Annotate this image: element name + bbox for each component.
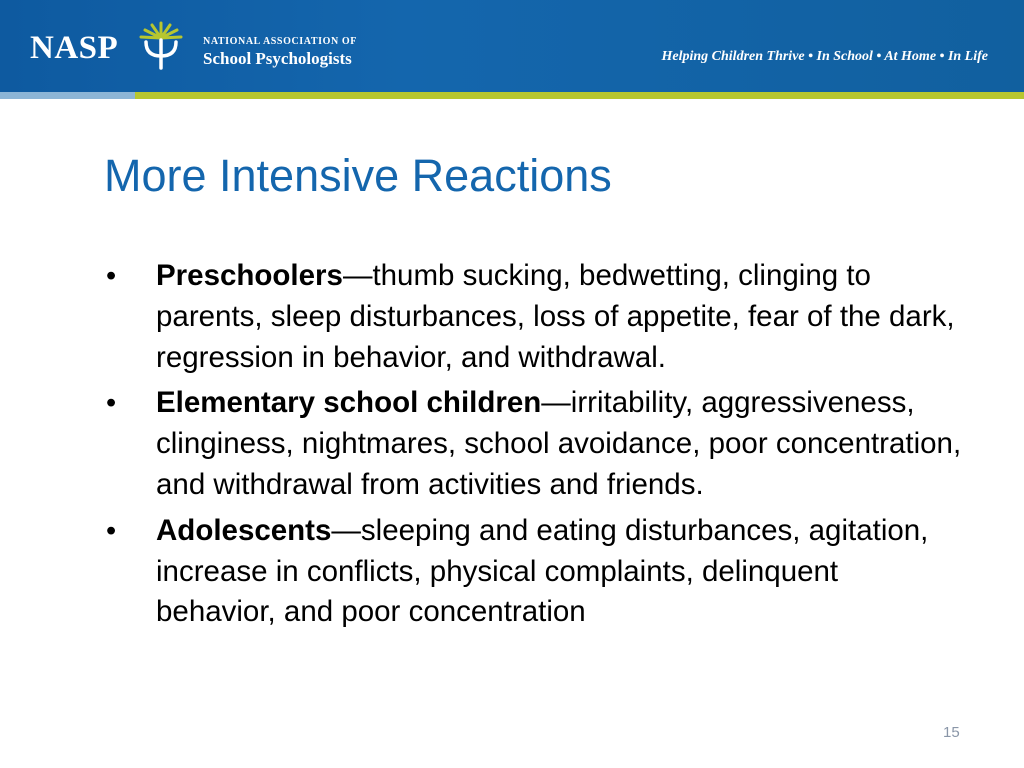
bullet-elementary: [104, 383, 964, 505]
bullet-text: —irritability, aggressiveness, clinginess, nightmares, school avoidance, poor concentration, and withdrawal from activities and friends.: [156, 386, 962, 501]
psi-sunburst-icon: [136, 20, 186, 72]
bullet-marker: •: [106, 514, 117, 547]
bullet-term: Adolescents: [156, 513, 332, 547]
slide-title: More Intensive Reactions: [104, 150, 612, 201]
bullet-text: —sleeping and eating disturbances, agitation, increase in conflicts, physical complaints, delinquent behavior, and poor concentration: [156, 513, 929, 629]
header-accent-rule: [0, 92, 1024, 99]
bullet-marker: •: [106, 260, 117, 292]
nasp-logo-text: NASP: [30, 30, 119, 66]
header-banner: [0, 0, 1024, 92]
tagline: Helping Children Thrive • In School • At Home • In Life: [661, 49, 988, 64]
slide-number: 15: [943, 724, 960, 741]
org-name-line1: NATIONAL ASSOCIATION OF: [203, 36, 358, 47]
bullet-preschoolers: [104, 256, 964, 378]
bullet-marker: •: [106, 387, 117, 420]
bullet-term: Elementary school children: [156, 386, 542, 420]
org-name-line2: School Psychologists: [203, 49, 352, 68]
bullet-list: [104, 256, 964, 638]
bullet-adolescents: [104, 511, 964, 633]
bullet-text: —thumb sucking, bedwetting, clinging to parents, sleep disturbances, loss of appetite, fear of the dark, regression in behavior, and withdrawal.: [156, 259, 955, 374]
header-accent-rule-left: [0, 92, 135, 99]
bullet-term: Preschoolers: [156, 259, 343, 292]
